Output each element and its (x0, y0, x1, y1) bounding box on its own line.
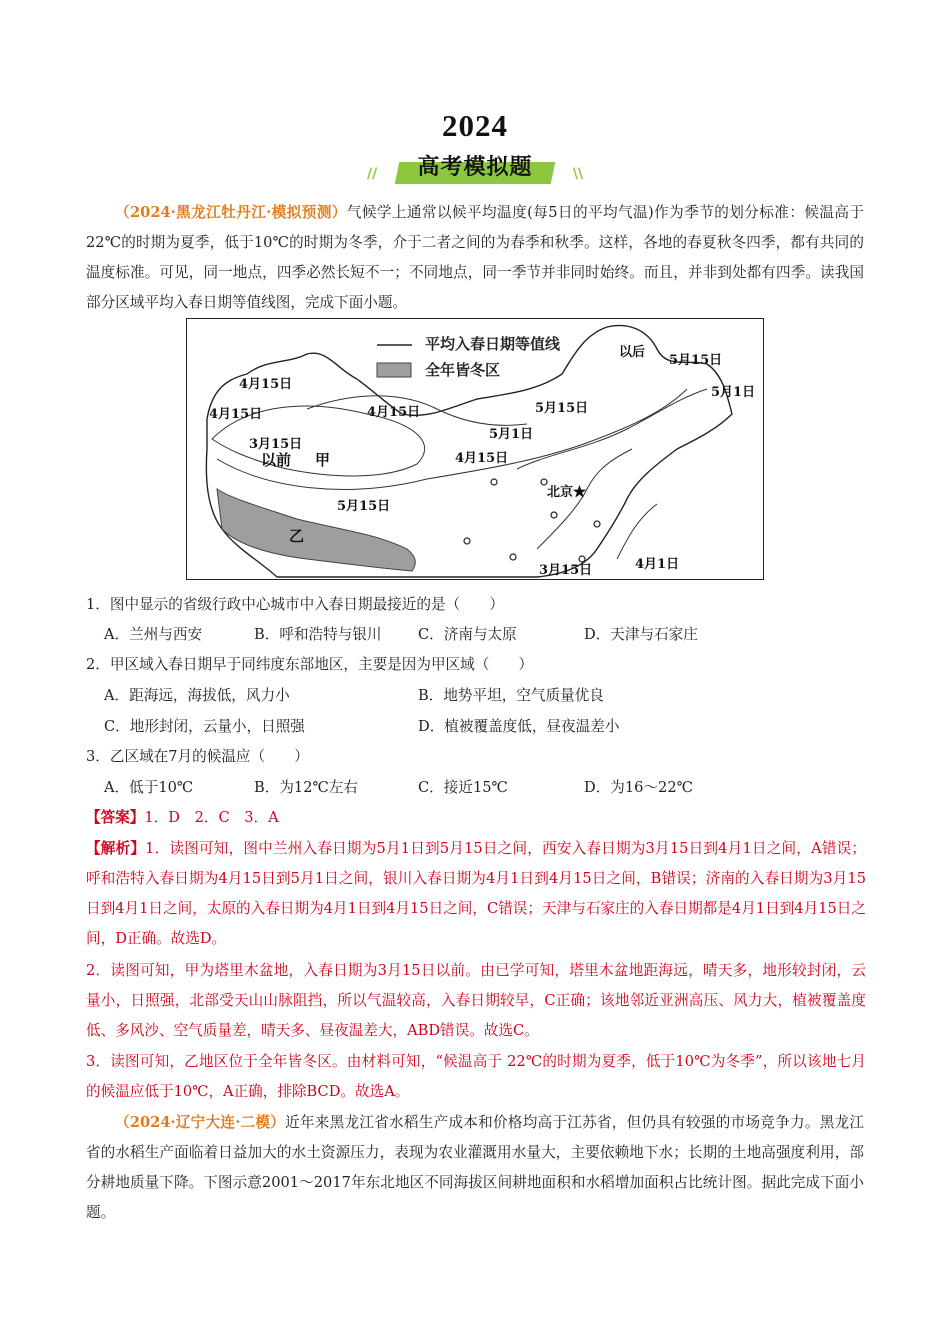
map-label: 4月15日 (367, 405, 421, 420)
spring-date-isoline-map (186, 318, 764, 580)
question-2-option-b: B．地势平坦，空气质量优良 (418, 687, 604, 704)
map-label: 以后 (619, 345, 646, 360)
question-2-option-d: D．植被覆盖度低，昼夜温差小 (418, 718, 620, 735)
intro-paragraph-1 (86, 198, 864, 318)
city-marker (551, 512, 557, 518)
map-label: 4月1日 (635, 557, 680, 572)
year-title (442, 108, 508, 144)
analysis-text-1: 1．读图可知，图中兰州入春日期为5月1日到5月15日之间，西安入春日期为3月15日到4月1日之间，A错误；呼和浩特入春日期为4月15日到5月1日之间，银川入春日期为4月1日到4月15日之间，B错误；济南的入春日期为3月15日到4月1日之间，太原的入春日期为4月1日到4月15日之间，C错误；天津与石家庄的入春日期都是4月1日到4月15日之间，D正确。故选D。 (86, 840, 866, 947)
intro-text-1: 气候学上通常以候平均温度(每5日的平均气温)作为季节的划分标准：候温高于22℃的时期为夏季，低于10℃的时期为冬季，介于二者之间的为春季和秋季。这样，各地的春夏秋冬四季，都有共同的温度标准。可见，同一地点，四季必然长短不一；不同地点，同一季节并非同时始终。而且，并非到处都有四季。读我国部分区域平均入春日期等值线图，完成下面小题。 (86, 204, 864, 311)
analysis-paragraph-2: 2．读图可知，甲为塔里木盆地，入春日期为3月15日以前。由已学可知，塔里木盆地距海远，晴天多，地形较封闭，云量小，日照强，北部受天山山脉阻挡，所以气温较高，入春日期较早，C正确；该地邻近亚洲高压、风力大，植被覆盖度低、多风沙、空气质量差，晴天多、昼夜温差大，ABD错误。故选C。 (86, 962, 866, 1039)
question-3-option-d: D．为16～22℃ (584, 779, 693, 796)
legend-area-label: 全年皆冬区 (425, 361, 501, 379)
legend-line-label: 平均入春日期等值线 (425, 335, 561, 353)
question-1-option-d: D．天津与石家庄 (584, 626, 698, 643)
city-marker (510, 554, 516, 560)
map-label: 4月15日 (455, 451, 509, 466)
city-marker (594, 521, 600, 527)
source-tag-2: （2024·辽宁大连·二模） (115, 1114, 286, 1131)
question-1-stem: 1．图中显示的省级行政中心城市中入春日期最接近的是（ ） (86, 596, 504, 613)
map-label: 5月1日 (489, 427, 534, 442)
question-3-option-c: C．接近15℃ (418, 779, 508, 796)
right-decoration: \\ (572, 166, 583, 182)
question-3-stem: 3．乙区域在7月的候温应（ ） (86, 748, 309, 765)
map-label: 4月15日 (209, 407, 263, 422)
question-2-option-c: C．地形封闭，云量小，日照强 (104, 718, 305, 735)
legend-area-swatch (377, 363, 411, 377)
intro-paragraph-2 (86, 1108, 864, 1228)
section-title (367, 150, 583, 186)
question-1-option-c: C．济南与太原 (418, 626, 517, 643)
answer-label: 【答案】 (86, 809, 145, 826)
source-tag-1: （2024·黑龙江牡丹江·模拟预测） (115, 204, 347, 221)
analysis-paragraph-1 (86, 834, 866, 954)
map-label: 以前 (261, 451, 292, 469)
map-label: 5月15日 (535, 401, 589, 416)
map-label-beijing: 北京★ (547, 485, 587, 500)
isoline-6 (617, 504, 657, 559)
map-label: 3月15日 (249, 437, 303, 452)
map-label: 5月15日 (669, 353, 723, 368)
map-label: 3月15日 (539, 563, 593, 578)
analysis-label: 【解析】 (86, 840, 146, 857)
question-2-stem: 2．甲区域入春日期早于同纬度东部地区，主要是因为甲区域（ ） (86, 656, 534, 673)
map-label: 4月15日 (239, 377, 293, 392)
analysis-paragraph-3: 3．读图可知，乙地区位于全年皆冬区。由材料可知，“候温高于 22℃的时期为夏季，低于10℃为冬季”，所以该地七月的候温应低于10℃，A正确，排除BCD。故选A。 (86, 1053, 866, 1100)
header (0, 108, 950, 186)
answer-text: 1．D 2．C 3．A (144, 809, 279, 826)
map-label: 5月15日 (337, 499, 391, 514)
city-marker (464, 538, 470, 544)
map-label: 5月1日 (711, 385, 756, 400)
question-3-option-a: A．低于10℃ (104, 779, 194, 796)
question-2-option-a: A．距海远，海拔低，风力小 (104, 687, 290, 704)
map-label-jia: 甲 (315, 451, 331, 469)
left-decoration: // (367, 166, 378, 182)
section-title-text: 高考模拟题 (417, 155, 533, 180)
year-text: 2024 (442, 108, 508, 143)
answer-line (86, 803, 866, 833)
question-1-option-b: B．呼和浩特与银川 (254, 626, 382, 643)
question-3-option-b: B．为12℃左右 (254, 779, 358, 796)
question-1-option-a: A．兰州与西安 (104, 626, 203, 643)
intro-text-2: 近年来黑龙江省水稻生产成本和价格均高于江苏省，但仍具有较强的市场竞争力。黑龙江省的水稻生产面临着日益加大的水土资源压力，表现为农业灌溉用水量大，主要依赖地下水；长期的土地高强度利用，部分耕地质量下降。下图示意2001～2017年东北地区不同海拔区间耕地面积和水稻增加面积占比统计图。据此完成下面小题。 (86, 1114, 864, 1221)
map-label-yi: 乙 (289, 527, 305, 545)
city-marker (491, 479, 497, 485)
